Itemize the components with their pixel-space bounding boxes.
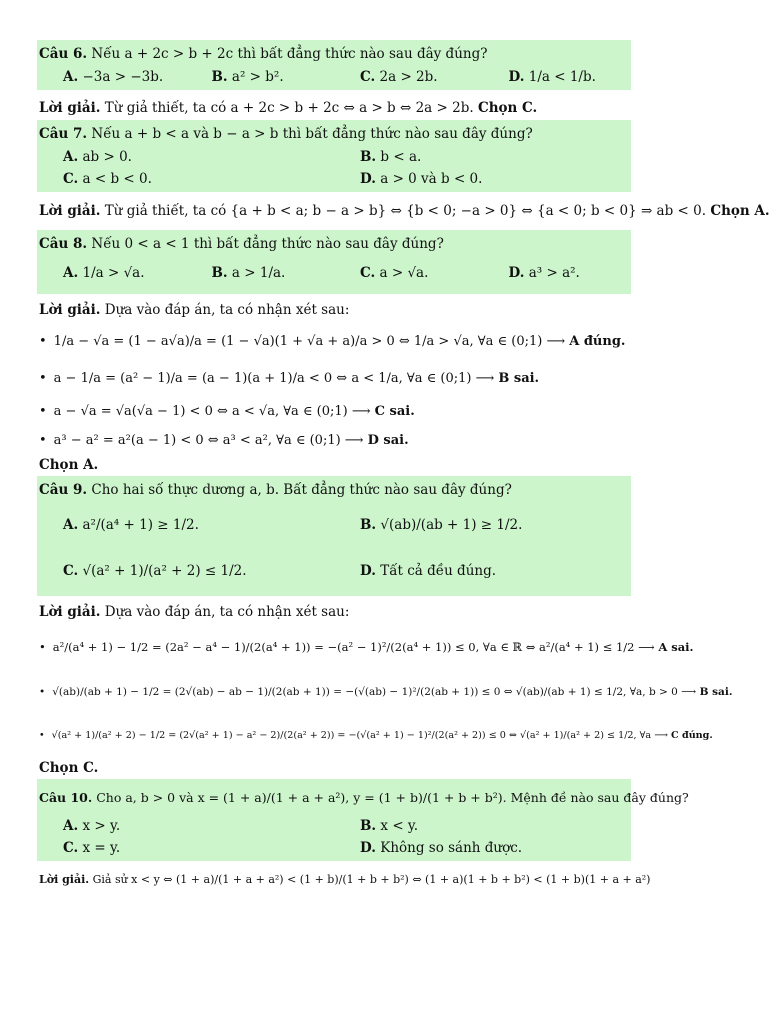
question-8-options: [37, 256, 631, 292]
question-9-solution: Lời giải. Dựa vào đáp án, ta có nhận xét sau:: [39, 604, 350, 620]
question-9-bullet-a: • a²/(a⁴ + 1) − 1/2 = (2a² − a⁴ − 1)/(2(a⁴ + 1)) = −(a² − 1)²/(2(a⁴ + 1)) ≤ 0, ∀a ∈ ℝ ⇔ a²/(a⁴ + 1) ≤ 1/2 ⟶ A sai.: [37, 624, 631, 670]
question-10-solution: Lời giải. Giả sử x < y ⇔ (1 + a)/(1 + a + a²) < (1 + b)/(1 + b + b²) ⇔ (1 + a)(1 + b + b²) < (1 + b)(1 + a + a²): [39, 873, 651, 886]
question-8-bullet-d: • a³ − a² = a²(a − 1) < 0 ⇔ a³ < a², ∀a ∈ (0;1) ⟶ D sai.: [37, 427, 631, 454]
question-6-option-c: C. 2a > 2b.: [360, 69, 438, 85]
question-10-stem: [37, 781, 689, 815]
question-10-option-d: D. Không so sánh được.: [360, 840, 523, 856]
question-10-text: Cho a, b > 0 và x = (1 + a)/(1 + a + a²), y = (1 + b)/(1 + b + b²). Mệnh đề nào sau đây đúng?: [96, 790, 689, 805]
question-9-stem: [37, 478, 631, 502]
question-7-option-c: C. a < b < 0.: [63, 171, 152, 187]
question-6-options: [37, 66, 631, 88]
question-8-option-c: C. a > √a.: [360, 265, 429, 281]
question-6: [37, 40, 631, 90]
question-6-label: Câu 6.: [39, 46, 88, 62]
question-6-stem: [37, 42, 631, 66]
question-9-option-b: B. √(ab)/(ab + 1) ≥ 1/2.: [360, 517, 523, 533]
question-9-text: Cho hai số thực dương a, b. Bất đẳng thức nào sau đây đúng?: [91, 482, 512, 498]
document-page: [37, 38, 770, 893]
question-7-text: Nếu a + b < a và b − a > b thì bất đẳng thức nào sau đây đúng?: [91, 126, 533, 142]
question-7: [37, 120, 631, 192]
question-7-options: [37, 146, 631, 190]
question-8-solution: Lời giải. Dựa vào đáp án, ta có nhận xét sau:: [39, 302, 350, 318]
question-10-option-c: C. x = y.: [63, 840, 121, 856]
question-6-option-d: D. 1/a < 1/b.: [508, 69, 596, 85]
question-8-answer: Chọn A.: [39, 457, 99, 473]
question-10-option-a: A. x > y.: [63, 818, 121, 834]
question-7-option-b: B. b < a.: [360, 149, 422, 165]
question-6-option-b: B. a² > b².: [211, 69, 284, 85]
question-8-stem: [37, 232, 631, 256]
question-6-option-a: A. −3a > −3b.: [63, 69, 164, 85]
question-9-options: [37, 502, 631, 594]
question-9-answer: Chọn C.: [39, 760, 99, 776]
question-9: [37, 476, 631, 596]
question-10: [37, 779, 689, 861]
question-7-stem: [37, 122, 631, 146]
question-10-options: [37, 815, 631, 859]
question-9-option-a: A. a²/(a⁴ + 1) ≥ 1/2.: [63, 517, 199, 533]
question-7-label: Câu 7.: [39, 126, 88, 142]
question-8-option-b: B. a > 1/a.: [211, 265, 286, 281]
question-8-label: Câu 8.: [39, 236, 88, 252]
question-8: [37, 230, 631, 294]
question-9-bullet-b: • √(ab)/(ab + 1) − 1/2 = (2√(ab) − ab − 1)/(2(ab + 1)) = −(√(ab) − 1)²/(2(ab + 1)) ≤ 0 ⇔ √(ab)/(ab + 1) ≤ 1/2, ∀a, b > 0 ⟶ B sai.: [37, 670, 631, 714]
question-10-option-b: B. x < y.: [360, 818, 419, 834]
question-8-bullet-a: • 1/a − √a = (1 − a√a)/a = (1 − √a)(1 + √a + a)/a > 0 ⇔ 1/a > √a, ∀a ∈ (0;1) ⟶ A đúng.: [37, 322, 631, 361]
question-7-solution: Lời giải. Từ giả thiết, ta có {a + b < a; b − a > b} ⇔ {b < 0; −a > 0} ⇔ {a < 0; b < 0} ⇒ ab < 0. Chọn A.: [39, 203, 770, 219]
question-10-label: Câu 10.: [39, 790, 93, 805]
question-8-option-d: D. a³ > a².: [508, 265, 580, 281]
question-7-option-a: A. ab > 0.: [63, 149, 132, 165]
question-8-bullet-c: • a − √a = √a(√a − 1) < 0 ⇔ a < √a, ∀a ∈ (0;1) ⟶ C sai.: [37, 396, 631, 427]
question-6-text: Nếu a + 2c > b + 2c thì bất đẳng thức nào sau đây đúng?: [91, 46, 488, 62]
question-9-label: Câu 9.: [39, 482, 88, 498]
question-9-option-c: C. √(a² + 1)/(a² + 2) ≤ 1/2.: [63, 563, 247, 579]
question-6-solution: Lời giải. Từ giả thiết, ta có a + 2c > b + 2c ⇔ a > b ⇔ 2a > 2b. Chọn C.: [39, 100, 538, 116]
question-8-bullet-b: • a − 1/a = (a² − 1)/a = (a − 1)(a + 1)/a < 0 ⇔ a < 1/a, ∀a ∈ (0;1) ⟶ B sai.: [37, 361, 631, 396]
question-7-option-d: D. a > 0 và b < 0.: [360, 171, 483, 187]
question-9-option-d: D. Tất cả đều đúng.: [360, 563, 497, 579]
question-8-text: Nếu 0 < a < 1 thì bất đẳng thức nào sau đây đúng?: [91, 236, 444, 252]
question-9-bullet-c: • √(a² + 1)/(a² + 2) − 1/2 = (2√(a² + 1) − a² − 2)/(2(a² + 2)) = −(√(a² + 1) − 1)²/(2(a² + 2)) ≤ 0 ⇔ √(a² + 1)/(a² + 2) ≤ 1/2, ∀a ⟶ C đúng.: [37, 714, 631, 757]
question-8-option-a: A. 1/a > √a.: [63, 265, 145, 281]
